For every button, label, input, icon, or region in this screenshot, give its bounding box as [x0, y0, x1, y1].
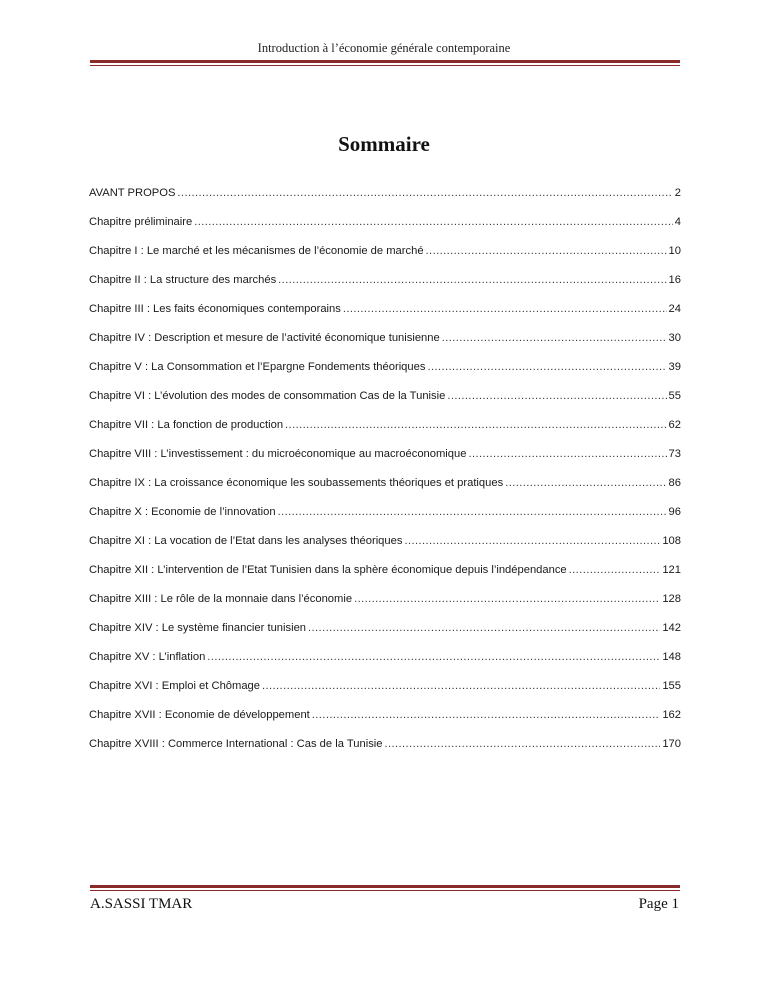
toc-dot-leader [447, 390, 666, 402]
toc-dot-leader [442, 332, 667, 344]
toc-entry-page-number: 73 [668, 448, 681, 460]
toc-entry-page-number: 10 [668, 245, 681, 257]
toc-dot-leader [505, 477, 666, 489]
toc-entry-page-number: 162 [662, 709, 681, 721]
toc-dot-leader [278, 506, 667, 518]
toc-entry[interactable] [89, 535, 681, 564]
toc-entry-label: Chapitre XIV : Le système financier tunisien [89, 622, 307, 634]
toc-entry-label: Chapitre XV : L’inflation [89, 651, 206, 663]
toc-entry[interactable] [89, 651, 681, 680]
toc-dot-leader [285, 419, 667, 431]
toc-entry-page-number: 96 [668, 506, 681, 518]
toc-entry-page-number: 86 [668, 477, 681, 489]
toc-entry[interactable] [89, 332, 681, 361]
toc-entry-label: Chapitre XII : L’intervention de l’Etat Tunisien dans la sphère économique depuis l’indépendance [89, 564, 567, 576]
toc-entry-page-number: 128 [662, 593, 681, 605]
toc-entry[interactable] [89, 680, 681, 709]
toc-entry[interactable] [89, 274, 681, 303]
toc-dot-leader [385, 738, 661, 750]
toc-entry[interactable] [89, 419, 681, 448]
toc-dot-leader [262, 680, 660, 692]
footer-divider-thin [90, 890, 680, 891]
toc-entry[interactable] [89, 593, 681, 622]
toc-entry-label: Chapitre X : Economie de l’innovation [89, 506, 276, 518]
toc-entry-page-number: 2 [674, 187, 681, 199]
toc-entry-label: Chapitre VII : La fonction de production [89, 419, 284, 431]
toc-entry-page-number: 142 [662, 622, 681, 634]
toc-entry-label: Chapitre XI : La vocation de l’Etat dans les analyses théoriques [89, 535, 403, 547]
footer-author: A.SASSI TMAR [90, 896, 193, 912]
toc-entry[interactable] [89, 245, 681, 274]
toc-entry-label: Chapitre XVII : Economie de développement [89, 709, 310, 721]
page-title: Sommaire [338, 132, 430, 156]
toc-entry-label: Chapitre V : La Consommation et l’Epargne Fondements théoriques [89, 361, 426, 373]
toc-dot-leader [308, 622, 660, 634]
toc-entry-page-number: 62 [668, 419, 681, 431]
toc-entry[interactable] [89, 448, 681, 477]
toc-entry-page-number: 30 [668, 332, 681, 344]
toc-entry-label: Chapitre préliminaire [89, 216, 193, 228]
toc-dot-leader [194, 216, 673, 228]
toc-entry-label: Chapitre XVI : Emploi et Chômage [89, 680, 261, 692]
toc-dot-leader [177, 187, 672, 199]
toc-entry-label: Chapitre I : Le marché et les mécanismes de l’économie de marché [89, 245, 424, 257]
toc-dot-leader [312, 709, 661, 721]
toc-dot-leader [427, 361, 666, 373]
toc-dot-leader [426, 245, 667, 257]
toc-entry-page-number: 121 [662, 564, 681, 576]
running-header: Introduction à l’économie générale contemporaine [257, 41, 511, 55]
footer-page-number: Page 1 [638, 896, 679, 912]
toc-entry-page-number: 24 [668, 303, 681, 315]
header-divider [90, 60, 680, 63]
toc-entry-page-number: 170 [662, 738, 681, 750]
toc-entry-page-number: 155 [662, 680, 681, 692]
toc-entry-label: Chapitre IV : Description et mesure de l’activité économique tunisienne [89, 332, 440, 344]
toc-entry-label: Chapitre XIII : Le rôle de la monnaie dans l’économie [89, 593, 353, 605]
toc-entry[interactable] [89, 216, 681, 245]
toc-entry-page-number: 4 [674, 216, 681, 228]
toc-entry-page-number: 39 [668, 361, 681, 373]
toc-entry-label: Chapitre VI : L’évolution des modes de consommation Cas de la Tunisie [89, 390, 446, 402]
toc-entry[interactable] [89, 506, 681, 535]
toc-entry[interactable] [89, 622, 681, 651]
toc-entry-page-number: 108 [662, 535, 681, 547]
toc-entry-page-number: 55 [668, 390, 681, 402]
toc-entry-label: AVANT PROPOS [89, 187, 176, 199]
toc-entry-label: Chapitre XVIII : Commerce International : Cas de la Tunisie [89, 738, 383, 750]
toc-dot-leader [569, 564, 661, 576]
toc-entry-label: Chapitre VIII : L’investissement : du microéconomique au macroéconomique [89, 448, 467, 460]
toc-dot-leader [468, 448, 666, 460]
table-of-contents [89, 187, 681, 767]
toc-entry-label: Chapitre II : La structure des marchés [89, 274, 277, 286]
toc-entry[interactable] [89, 303, 681, 332]
toc-entry[interactable] [89, 361, 681, 390]
toc-entry-page-number: 148 [662, 651, 681, 663]
toc-dot-leader [278, 274, 666, 286]
toc-dot-leader [343, 303, 667, 315]
toc-entry[interactable] [89, 709, 681, 738]
toc-entry[interactable] [89, 564, 681, 593]
footer-divider [90, 885, 680, 888]
toc-entry-label: Chapitre IX : La croissance économique les soubassements théoriques et pratiques [89, 477, 504, 489]
toc-entry[interactable] [89, 390, 681, 419]
toc-entry[interactable] [89, 187, 681, 216]
toc-dot-leader [354, 593, 660, 605]
toc-entry-label: Chapitre III : Les faits économiques contemporains [89, 303, 341, 315]
toc-dot-leader [207, 651, 660, 663]
toc-dot-leader [404, 535, 660, 547]
toc-entry[interactable] [89, 477, 681, 506]
toc-entry[interactable] [89, 738, 681, 767]
header-divider-thin [90, 65, 680, 66]
toc-entry-page-number: 16 [668, 274, 681, 286]
